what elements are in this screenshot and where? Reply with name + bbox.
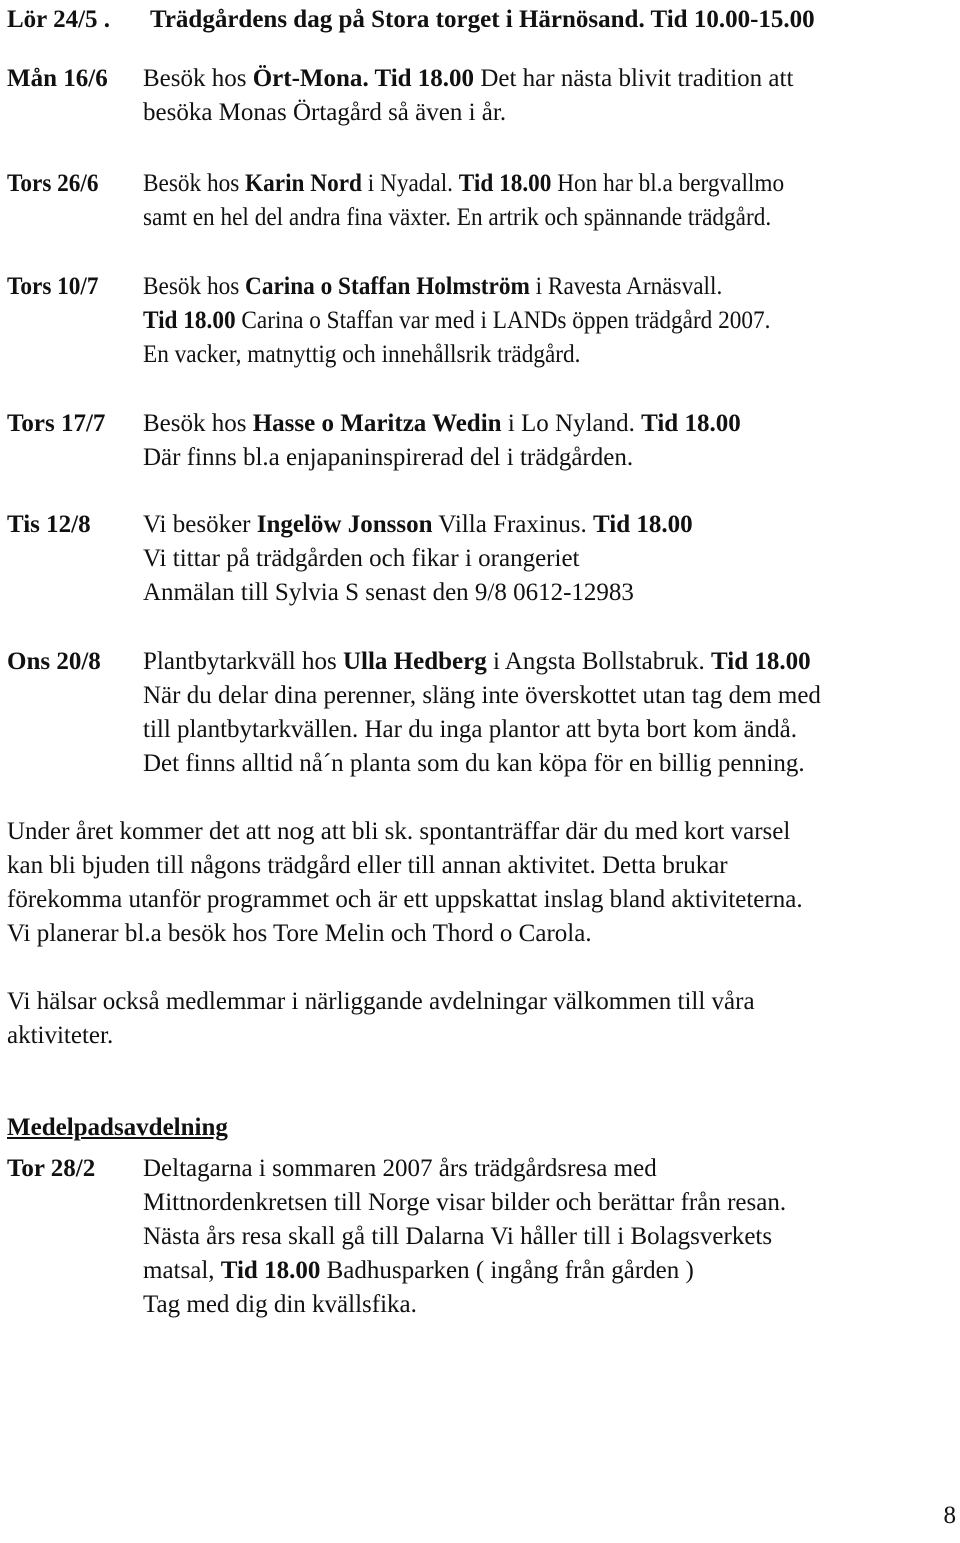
event-line [143,62,793,96]
event-line [143,508,693,542]
event-time: Tid 18.00 [458,170,552,197]
event-text: Det har nästa blivit tradition att [474,65,794,92]
event-date-tors-10-7: Tors 10/7 [7,273,99,300]
event-time: Tid 18.00 [641,410,741,437]
event-host: Ört-Mona [252,65,363,92]
event-date-man-16-6: Mån 16/6 [7,65,108,92]
event-text: i Lo Nyland. [501,410,642,437]
event-line: En vacker, matnyttig och innehållsrik trädgård. [143,341,581,368]
event-text: Besök hos [143,273,246,300]
event-line [143,407,741,441]
event-line: Mittnordenkretsen till Norge visar bilder och berättar från resan. [143,1189,787,1216]
paragraph-line: Vi planerar bl.a besök hos Tore Melin och Thord o Carola. [7,920,592,947]
event-host: Ingelöw Jonsson [256,511,433,538]
event-line: besöka Monas Örtagård så även i år. [143,99,507,126]
event-host: Hasse o Maritza Wedin [252,410,502,437]
event-line: När du delar dina perenner, släng inte överskottet utan tag dem med [143,682,821,709]
event-line [143,270,766,304]
event-date-tors-26-6: Tors 26/6 [7,170,99,197]
event-text: Villa Fraxinus. [432,511,594,538]
event-line [143,645,811,679]
event-line: Det finns alltid nå´n planta som du kan köpa för en billig penning. [143,750,805,777]
event-text: Besök hos [143,65,253,92]
event-line: Tag med dig din kvällsfika. [143,1291,417,1318]
event-text: i Nyadal. [361,170,459,197]
event-time: Tid 18.00 [593,511,693,538]
event-date-tor-28-2: Tor 28/2 [7,1155,96,1182]
event-date-ons-20-8: Ons 20/8 [7,648,101,675]
event-details: på Stora torget i Härnösand. Tid 10.00-15.00 [332,6,815,33]
event-text: Badhusparken ( ingång från gården ) [320,1257,694,1284]
event-text: Hon har bl.a bergvallmo [551,170,785,197]
page-number: 8 [943,1502,956,1529]
event-line [143,304,818,338]
event-text: Besök hos [143,410,253,437]
event-host: Karin Nord [245,170,362,197]
event-date-lor-24-5: Lör 24/5 . [7,6,111,33]
event-text: i Angsta Bollstabruk. [486,648,712,675]
event-text: matsal, [143,1257,221,1284]
event-text: Carina o Staffan var med i LANDs öppen trädgård 2007. [235,307,771,334]
paragraph-line: aktiviteter. [7,1022,114,1049]
section-heading: Medelpadsavdelning [7,1114,228,1141]
event-line: Där finns bl.a enjapaninspirerad del i trädgården. [143,444,634,471]
paragraph-line: förekomma utanför programmet och är ett uppskattat inslag bland aktiviteterna. [7,886,803,913]
event-line: Anmälan till Sylvia S senast den 9/8 0612-12983 [143,579,634,606]
event-line: Deltagarna i sommaren 2007 års trädgårdsresa med [143,1155,657,1182]
paragraph-line: Vi hälsar också medlemmar i närliggande avdelningar välkommen till våra [7,988,755,1015]
paragraph-line: kan bli bjuden till någons trädgård eller till annan aktivitet. Detta brukar [7,852,728,879]
event-time: Tid 18.00 [220,1257,321,1284]
event-text: Besök hos [143,170,246,197]
event-line: samt en hel del andra fina växter. En artrik och spännande trädgård. [143,204,772,231]
event-host: Ulla Hedberg [342,648,487,675]
event-line: Nästa års resa skall gå till Dalarna Vi håller till i Bolagsverkets [143,1223,773,1250]
event-line [143,167,832,201]
event-date-tis-12-8: Tis 12/8 [7,511,91,538]
event-date-tors-17-7: Tors 17/7 [7,410,106,437]
paragraph-line: Under året kommer det att nog att bli sk. spontanträffar där du med kort varsel [7,818,791,845]
event-line [150,3,815,37]
event-title: Trädgårdens dag [150,6,333,33]
event-text: Plantbytarkväll hos [143,648,343,675]
event-text: Vi besöker [143,511,257,538]
event-line: till plantbytarkvällen. Har du inga plantor att byta bort kom ändå. [143,716,797,743]
event-time: Tid 18.00 [711,648,811,675]
event-text: i Ravesta Arnäsvall. [529,273,723,300]
event-line [143,1254,694,1288]
event-host: Carina o Staffan Holmström [245,273,530,300]
event-time: . Tid 18.00 [362,65,475,92]
event-time: Tid 18.00 [143,307,236,334]
event-line: Vi tittar på trädgården och fikar i orangeriet [143,545,580,572]
